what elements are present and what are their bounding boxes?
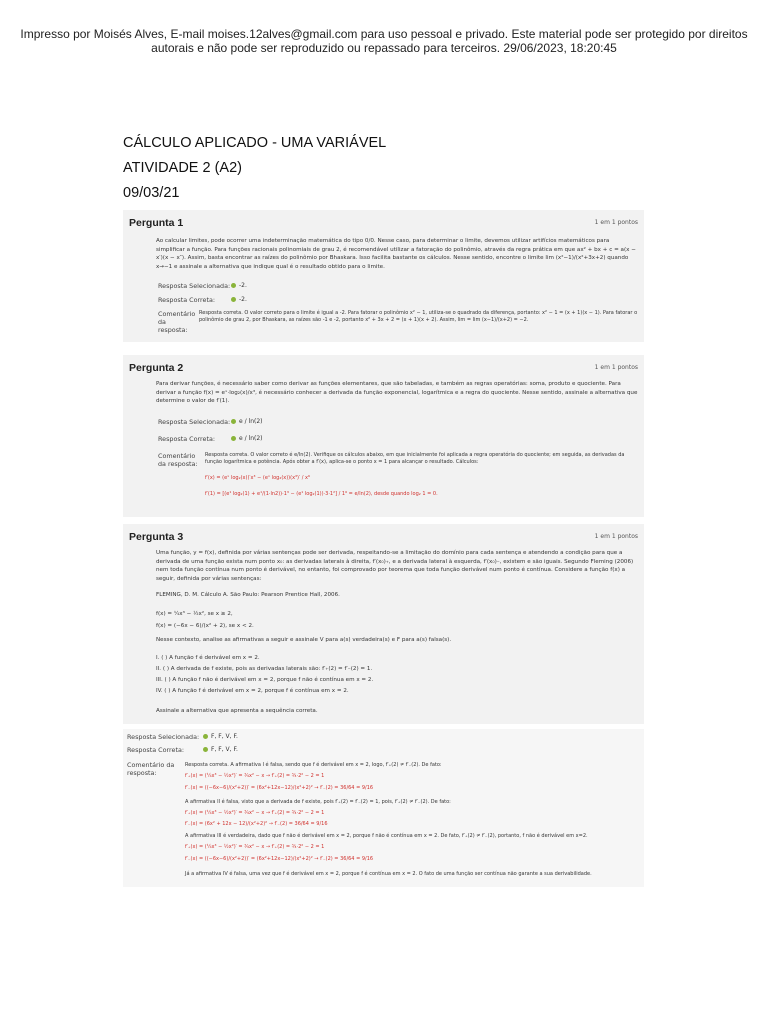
question-3-calc-4: f′₋(x) = (6x² + 12x − 12)/(x²+2)² → f′₋(2) = 36/64 = 9/16 — [185, 821, 328, 827]
print-notice — [20, 27, 748, 55]
question-1-correct: -2. — [231, 296, 247, 303]
question-1-comment: Resposta correta. O valor correto para o limite é igual a -2. Para fatorar o polinômio x² − 1, utiliza-se o quadrado da diferença, portanto: x² − 1 = (x + 1)(x − 1). Para fatorar o polinômio de grau 2, por Bhaskara, as raízes são -1 e -2, portanto x² + 3x + 2 = (x + 1)(x + 2). Assim, lim = lim (x−1)/(x+2) = −2. — [199, 310, 638, 324]
print-notice-line1: Impresso por Moisés Alves, E-mail moises.12alves@gmail.com para uso pessoal e privado. Este material pode ser protegido por direitos — [20, 27, 748, 41]
correct-answer-label: Resposta Correta: — [158, 435, 216, 443]
question-3-correct: F, F, V, F. — [203, 746, 238, 753]
statement-4: IV. ( ) A função f é derivável em x = 2, porque f é contínua em x = 2. — [156, 688, 349, 694]
question-1-title: Pergunta 1 — [129, 217, 184, 229]
question-3-comment-1: Resposta correta. A afirmativa I é falsa, sendo que f é derivável em x = 2, logo, f′₊(2) ≠ f′₋(2). De fato: — [185, 762, 442, 768]
check-icon — [231, 283, 236, 288]
question-3-selected: F, F, V, F. — [203, 733, 238, 740]
function-def-1: f(x) = ¼x³ − ½x², se x ≥ 2, — [156, 611, 233, 617]
question-3-calc-3: f′₊(x) = (¼x³ − ½x²)′ = ¾x² − x → f′₊(2) = ¾·2² − 2 = 1 — [185, 810, 325, 816]
selected-answer-label: Resposta Selecionada: — [158, 418, 231, 426]
question-2-calc-2: f′(1) = [(e¹ log₂(1) + e¹/(1·ln2))·1³ − (e¹ log₂(1))·3·1²] / 1⁶ = e/ln(2), desde quando log₂ 1 = 0. — [205, 491, 438, 497]
question-3-ask: Assinale a alternativa que apresenta a sequência correta. — [156, 708, 318, 714]
print-notice-line2: autorais e não pode ser reproduzido ou repassado para terceiros. 29/06/2023, 18:20:45 — [151, 41, 617, 55]
question-3-calc-1: f′₊(x) = (¼x³ − ½x²)′ = ¾x² − x → f′₊(2) = ¾·2² − 2 = 1 — [185, 773, 325, 779]
check-icon — [231, 419, 236, 424]
comment-label: Comentário da resposta: — [127, 761, 175, 777]
question-2-calc-1: f′(x) = (eˣ log₂(x))′x³ − (eˣ log₂(x))(x³)′ / x⁶ — [205, 475, 310, 481]
activity-title: ATIVIDADE 2 (A2) — [123, 160, 242, 176]
statement-2: II. ( ) A derivada de f existe, pois as derivadas laterais são: f′₊(2) = f′₋(2) = 1. — [156, 666, 373, 672]
question-3-comment-2: A afirmativa II é falsa, visto que a derivada de f existe, pois f′₊(2) = f′₋(2) = 1, pois, f′₊(2) ≠ f′₋(2). De fato: — [185, 799, 451, 805]
selected-answer-label: Resposta Selecionada: — [127, 733, 200, 741]
question-2-comment: Resposta correta. O valor correto é e/ln(2). Verifique os cálculos abaixo, em que inicialmente foi aplicada a regra operatória do quociente; em seguida, as derivadas da função logarítmica e potência. Após obter a f′(x), aplica-se o ponto x = 1 para alcançar o resultado. Cálculos: — [205, 452, 625, 466]
question-2-points: 1 em 1 pontos — [594, 364, 638, 371]
activity-date: 09/03/21 — [123, 185, 180, 201]
statement-1: I. ( ) A função f é derivável em x = 2. — [156, 655, 260, 661]
question-3-text: Uma função, y = f(x), definida por várias sentenças pode ser derivada, respeitando-se a limitação do domínio para cada sentença e atendendo a condição para que a derivada de uma função exista num ponto x₀: as derivadas laterais à direita, f′(x₀)₊, e a derivada lateral à esquerda, f′(x₀)₋, existem e são iguais. Segundo Fleming (2006) nem toda função contínua num ponto é derivável, no entanto, foi comprovado por teorema que toda função derivável num ponto é contínua. Considere a função f(x) a seguir, definida por várias sentenças: — [156, 550, 634, 582]
question-1-card — [123, 210, 644, 342]
check-icon — [231, 297, 236, 302]
question-3-comment-4: Já a afirmativa IV é falsa, uma vez que f é derivável em x = 2, porque f é contínua em x = 2. O fato de uma função ser contínua não garante a sua derivabilidade. — [185, 871, 592, 877]
question-1-selected: -2. — [231, 282, 247, 289]
check-icon — [203, 747, 208, 752]
question-3-title: Pergunta 3 — [129, 531, 184, 543]
function-def-2: f(x) = (−6x − 6)/(x² + 2), se x < 2. — [156, 623, 254, 629]
statement-3: III. ( ) A função f não é derivável em x = 2, porque f não é contínua em x = 2. — [156, 677, 374, 683]
check-icon — [231, 436, 236, 441]
selected-answer-label: Resposta Selecionada: — [158, 282, 231, 290]
comment-label: Comentário da resposta: — [158, 310, 196, 334]
correct-answer-label: Resposta Correta: — [127, 746, 185, 754]
question-2-correct: e / ln(2) — [231, 435, 263, 442]
question-2-selected: e / ln(2) — [231, 418, 263, 425]
question-3-answer-card — [123, 729, 644, 887]
course-title: CÁLCULO APLICADO - UMA VARIÁVEL — [123, 135, 387, 151]
question-3-comment-3: A afirmativa III é verdadeira, dado que f não é derivável em x = 2, porque f não é contínua em x = 2. De fato, f′₊(2) ≠ f′₋(2), portanto, f não é derivável em x=2. — [185, 833, 588, 839]
question-3-calc-5: f′₊(x) = (¼x³ − ½x²)′ = ¾x² − x → f′₊(2) = ¾·2² − 2 = 1 — [185, 844, 325, 850]
question-3-reference: FLEMING, D. M. Cálculo A. São Paulo: Pearson Prentice Hall, 2006. — [156, 592, 340, 598]
question-2-text: Para derivar funções, é necessário saber como derivar as funções elementares, que são tabeladas, e também as regras operatórias: soma, produto e quociente. Para derivar a função f(x) = eˣ·log₂(x)/x³, é necessário conhecer a derivada da função exponencial, logarítmica e a regra do quociente. Nesse sentido, assinale a alternativa que determine o valor de f′(1). — [156, 381, 638, 405]
question-3-prompt: Nesse contexto, analise as afirmativas a seguir e assinale V para a(s) verdadeira(s) e F para a(s) falsa(s). — [156, 637, 452, 643]
question-3-card — [123, 524, 644, 724]
question-2-card — [123, 355, 644, 517]
correct-answer-label: Resposta Correta: — [158, 296, 216, 304]
question-1-points: 1 em 1 pontos — [594, 219, 638, 226]
question-3-calc-6: f′₋(x) = ((−6x−6)/(x²+2))′ = (6x²+12x−12)/(x²+2)² → f′₋(2) = 36/64 = 9/16 — [185, 856, 374, 862]
question-3-points: 1 em 1 pontos — [594, 533, 638, 540]
check-icon — [203, 734, 208, 739]
question-3-calc-2: f′₋(x) = ((−6x−6)/(x²+2))′ = (6x²+12x−12)/(x²+2)² → f′₋(2) = 36/64 = 9/16 — [185, 785, 374, 791]
comment-label: Comentário da resposta: — [158, 452, 198, 468]
question-2-title: Pergunta 2 — [129, 362, 184, 374]
question-1-text: Ao calcular limites, pode ocorrer uma indeterminação matemática do tipo 0/0. Nesse caso, para determinar o limite, devemos utilizar artifícios matemáticos para simplificar a função. Para funções racionais polinomiais de grau 2, é recomendável utilizar a fatoração do polinômio, através da regra prática em que ax² + bx + c = a(x − x′)(x − x″). Assim, basta encontrar as raízes do polinômio por Bhaskara. Isso facilita bastante os cálculos. Nesse sentido, encontre o limite lim (x²−1)/(x²+3x+2) quando x→−1 e assinale a alternativa que indique qual é o resultado obtido para o limite. — [156, 238, 636, 270]
